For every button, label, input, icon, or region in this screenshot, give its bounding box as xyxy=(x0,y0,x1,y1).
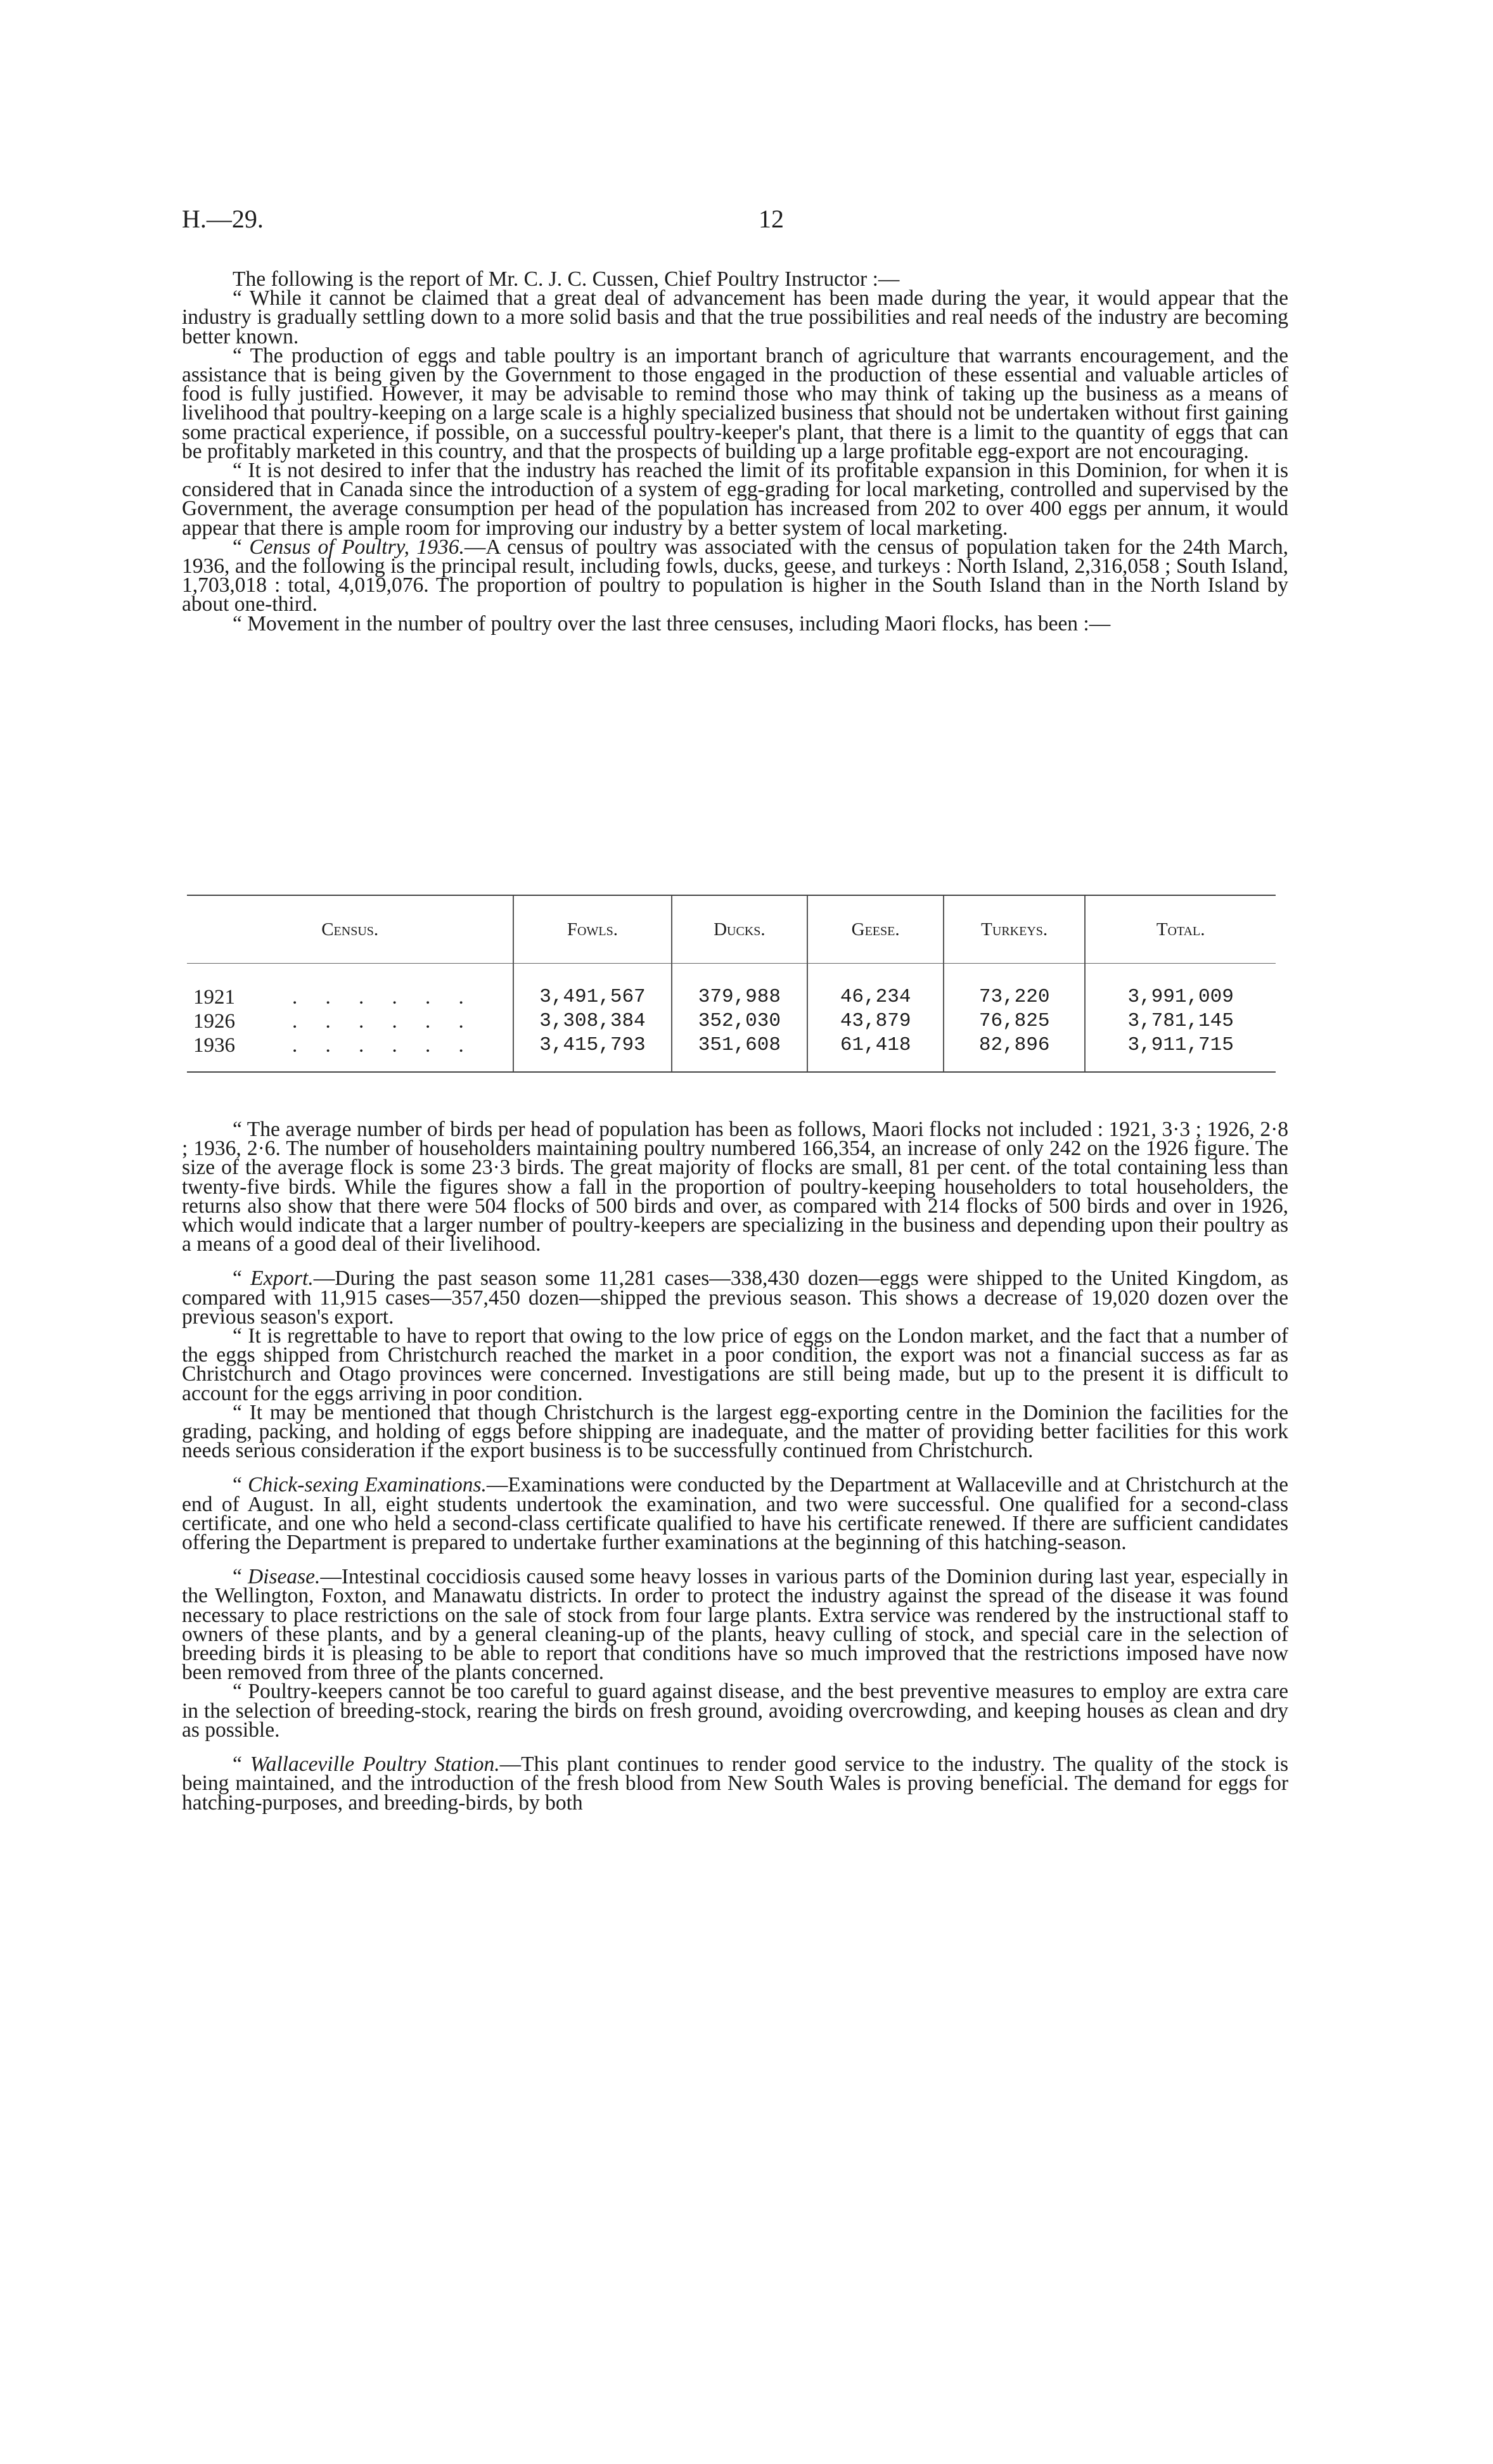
geese-cell: 61,418 xyxy=(807,1033,944,1057)
ducks-cell: 352,030 xyxy=(672,1009,808,1033)
report-continuation xyxy=(182,1120,1288,1813)
total-cell: 3,911,715 xyxy=(1085,1033,1276,1057)
paragraph: “ It is regrettable to have to report that owing to the low price of eggs on the London market, and the fact that a number of the eggs shipped from Christchurch reached the market in a poor condition, the export was not a financial success as far as Christchurch and Otago provinces were concerned. Investigations are still being made, but up to the present it is difficult to account for the eggs arriving in poor condition. xyxy=(182,1324,1288,1405)
ducks-cell: 379,988 xyxy=(672,985,808,1009)
fowls-cell: 3,308,384 xyxy=(513,1009,671,1033)
paragraph: “ The production of eggs and table poultry is an important branch of agriculture that warrants encouragement, and the assistance that is being given by the Government to those engaged in the production of these essential and valuable articles of food is fully justified. However, it may be advisable to remind those who may think of taking up the business as a means of livelihood that poultry-keeping on a large scale is a highly specialized business that should not be undertaken without first gaining some practical experience, if possible, on a successful poultry-keeper's plant, that there is a limit to the quantity of eggs that can be profitably marketed in this country, and that the prospects of building up a large profitable egg-export are not encouraging. xyxy=(182,343,1288,463)
paragraph: The following is the report of Mr. C. J. C. Cussen, Chief Poultry Instructor :— xyxy=(233,267,900,291)
section-heading: Census of Poultry, 1936. xyxy=(249,535,465,559)
census-paragraph: “ Census of Poultry, 1936.—A census of poultry was associated with the census of population taken for the 24th March, 1936, and the following is the principal result, including fowls, ducks, geese, and turkeys : North Island, 2,316,058 ; South Island, 1,703,018 : total, 4,019,076. The proportion of poultry to population is higher in the South Island than in the North Island by about one-third. xyxy=(182,535,1288,616)
fowls-cell: 3,415,793 xyxy=(513,1033,671,1057)
paragraph: “ The average number of birds per head of population has been as follows, Maori flocks not included : 1921, 3·3 ; 1926, 2·8 ; 1936, 2·6. The number of householders maintaining poultry numbered 166,354, an increase of only 242 on the 1926 figure. The size of the average flock is some 23·3 birds. The great majority of flocks are small, 81 per cent. of the total containing less than twenty-five birds. While the figures show a fall in the proportion of poultry-keeping householders to total householders, the returns also show that there were 504 flocks of 500 birds and over, as compared with 214 flocks of 500 birds and over in 1926, which would indicate that a larger number of poultry-keepers are specializing in the business and depending upon their poultry as a means of a good deal of their livelihood. xyxy=(182,1118,1288,1256)
geese-cell: 46,234 xyxy=(807,985,944,1009)
column-header: Geese. xyxy=(807,896,944,964)
page-header xyxy=(182,204,1291,242)
document-reference: H.—29. xyxy=(182,205,264,233)
poultry-census-table xyxy=(187,895,1276,1073)
paragraph: “ Poultry-keepers cannot be too careful to guard against disease, and the best preventive measures to employ are extra care in the selection of breeding-stock, rearing the birds on fresh ground, avoiding overcrowding, and keeping houses as clean and dry as possible. xyxy=(182,1680,1288,1742)
paragraph: “ It may be mentioned that though Christchurch is the largest egg-exporting centre in the Dominion the facilities for the grading, packing, and holding of eggs before shipping are inadequate, and the matter of providing better facilities for this work needs serious consideration if the export business is to be successfully continued from Christchurch. xyxy=(182,1400,1288,1463)
table-row xyxy=(187,1033,1276,1057)
column-header: Ducks. xyxy=(672,896,808,964)
section-heading: Wallaceville Poultry Station. xyxy=(250,1752,500,1777)
paragraph: “ While it cannot be claimed that a great deal of advancement has been made during the year, it would appear that the industry is gradually settling down to a more solid basis and that the true possibilities and real needs of the industry are becoming better known. xyxy=(182,286,1288,348)
column-header: Total. xyxy=(1085,896,1276,964)
census-year: 1936 xyxy=(193,1034,235,1057)
total-cell: 3,991,009 xyxy=(1085,985,1276,1009)
disease-paragraph: “ Disease.—Intestinal coccidiosis caused some heavy losses in various parts of the Dominion during last year, especially in the Wellington, Foxton, and Manawatu districts. In order to protect the industry against the spread of the disease it was found necessary to place restrictions on the sale of stock from four large plants. Extra service was rendered by the instructional staff to owners of these plants, and by a general cleaning-up of the plants, heavy culling of stock, and special care in the selection of breeding birds it is pleasing to be able to report that conditions have so much improved that the restrictions imposed have now been removed from three of the plants concerned. xyxy=(182,1565,1288,1685)
section-heading: Disease. xyxy=(247,1565,321,1589)
total-cell: 3,781,145 xyxy=(1085,1009,1276,1033)
turkeys-cell: 82,896 xyxy=(944,1033,1085,1057)
leader-dots: . . . . . . xyxy=(292,1010,475,1033)
census-year: 1926 xyxy=(193,1010,235,1033)
paragraph: “ Movement in the number of poultry over the last three censuses, including Maori flocks, has been :— xyxy=(233,611,1111,635)
chick-sexing-paragraph: “ Chick-sexing Examinations.—Examinations were conducted by the Department at Wallaceville and at Christchurch at the end of August. In all, eight students undertook the examination, and two were successful. One qualified for a second-class certificate, and one who held a second-class certificate qualified to have his certificate renewed. If there are sufficient candidates offering the Department is prepared to undertake further examinations at the beginning of this hatching-season. xyxy=(182,1473,1288,1555)
paragraph: “ It is not desired to infer that the industry has reached the limit of its profitable expansion in this Dominion, for when it is considered that in Canada since the introduction of a system of egg-grading for local marketing, controlled and supervised by the Government, the average consumption per head of the population has increased from 202 to over 400 eggs per annum, it would appear that there is ample room for improving our industry by a better system of local marketing. xyxy=(182,459,1288,540)
column-header: Fowls. xyxy=(513,896,671,964)
column-header: Turkeys. xyxy=(944,896,1085,964)
fowls-cell: 3,491,567 xyxy=(513,985,671,1009)
export-paragraph: “ Export.—During the past season some 11,281 cases—338,430 dozen—eggs were shipped to the United Kingdom, as compared with 11,915 cases—357,450 dozen—shipped the previous season. This shows a decrease of 19,020 dozen over the previous season's export. xyxy=(182,1267,1289,1329)
column-header: Census. xyxy=(187,896,513,964)
section-heading: Chick-sexing Examinations. xyxy=(248,1473,487,1497)
page-number: 12 xyxy=(759,205,784,233)
report-intro xyxy=(182,267,1288,635)
ducks-cell: 351,608 xyxy=(672,1033,808,1057)
geese-cell: 43,879 xyxy=(807,1009,944,1033)
leader-dots: . . . . . . xyxy=(292,1034,475,1057)
turkeys-cell: 73,220 xyxy=(944,985,1085,1009)
table-row xyxy=(187,985,1276,1009)
wallaceville-paragraph: “ Wallaceville Poultry Station.—This plant continues to render good service to the industry. The quality of the stock is being maintained, and the introduction of the fresh blood from New South Wales is proving beneficial. The demand for eggs for hatching-purposes, and breeding-birds, by both xyxy=(182,1752,1289,1815)
table-row xyxy=(187,1009,1276,1033)
section-heading: Export. xyxy=(250,1267,314,1291)
census-year: 1921 xyxy=(193,986,235,1009)
turkeys-cell: 76,825 xyxy=(944,1009,1085,1033)
leader-dots: . . . . . . xyxy=(292,986,475,1009)
